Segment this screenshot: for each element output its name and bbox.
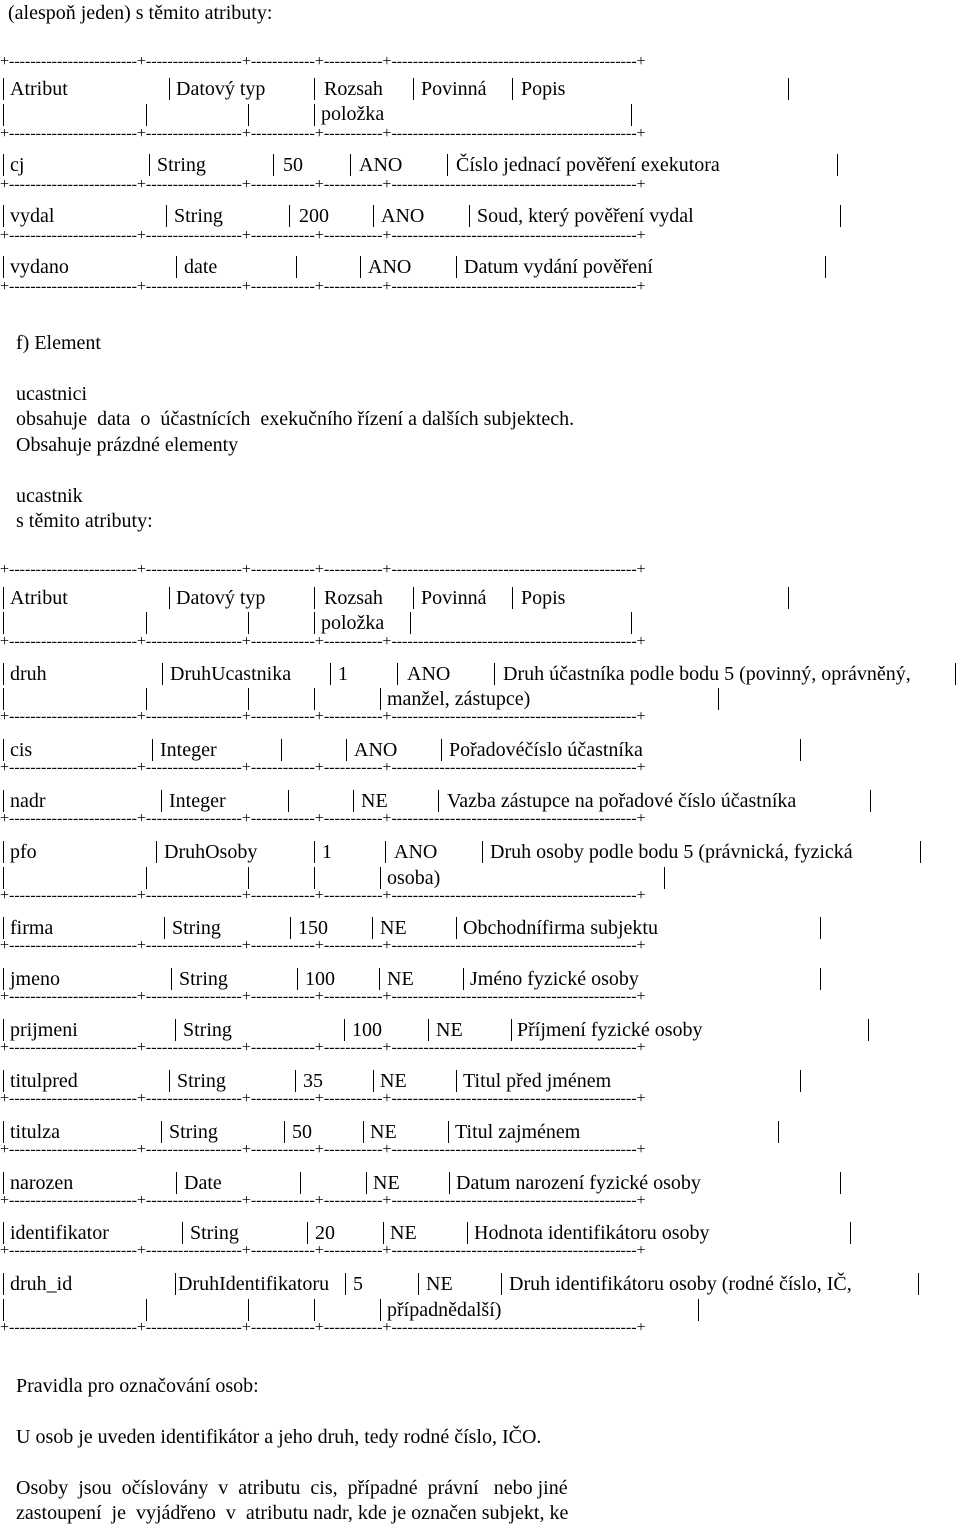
table-cell-range: 150 <box>298 917 328 939</box>
cell-separator <box>447 154 448 176</box>
cell-separator <box>314 587 315 609</box>
cell-separator <box>314 78 315 100</box>
table-cell-range: 50 <box>283 154 303 176</box>
cell-separator <box>297 968 298 990</box>
rules-paragraph-1: U osob je uveden identifikátor a jeho druh, tedy rodné číslo, IČO. <box>16 1426 542 1448</box>
table-rule: +------------------------+------------------+------------+-----------+----------------------------------------------+ <box>0 636 646 648</box>
cell-separator <box>379 968 380 990</box>
table-cell-required: NE <box>426 1273 453 1295</box>
header-atribut: Atribut <box>10 587 68 609</box>
header-popis: Popis <box>521 587 566 609</box>
cell-separator <box>3 1019 4 1041</box>
table-cell-type: String <box>172 917 221 939</box>
cell-separator <box>511 1019 512 1041</box>
table-cell-attr: identifikator <box>10 1222 109 1244</box>
table-rule: +------------------------+------------------+------------+-----------+----------------------------------------------+ <box>0 179 646 191</box>
table-rule: +------------------------+------------------+------------+-----------+----------------------------------------------+ <box>0 128 646 140</box>
header-atribut: Atribut <box>10 78 68 100</box>
table-cell-attr: prijmeni <box>10 1019 78 1041</box>
cell-separator <box>840 1172 841 1194</box>
cell-separator <box>955 663 956 685</box>
table-rule: +------------------------+------------------+------------+-----------+----------------------------------------------+ <box>0 940 646 952</box>
table-cell-description: Číslo jednací pověření exekutora <box>456 154 720 176</box>
table-cell-required: NE <box>387 968 414 990</box>
cell-separator <box>380 867 381 889</box>
table-cell-description: Datum narození fyzické osoby <box>456 1172 701 1194</box>
cell-separator <box>248 867 249 889</box>
cell-separator <box>166 205 167 227</box>
cell-separator <box>3 1299 4 1321</box>
cell-separator <box>314 841 315 863</box>
cell-separator <box>344 1019 345 1041</box>
cell-separator <box>169 1070 170 1092</box>
cell-separator <box>3 1273 4 1295</box>
cell-separator <box>248 104 249 126</box>
cell-separator <box>825 256 826 278</box>
table-cell-description: Druh účastníka podle bodu 5 (povinný, oprávněný, <box>503 663 911 685</box>
cell-separator <box>800 739 801 761</box>
table-rule: +------------------------+------------------+------------+-----------+----------------------------------------------+ <box>0 1245 646 1257</box>
table-cell-type: Date <box>184 1172 222 1194</box>
table-cell-type: String <box>177 1070 226 1092</box>
cell-separator <box>146 867 147 889</box>
section-f-heading: f) Element <box>16 332 101 354</box>
cell-separator <box>413 587 414 609</box>
cell-separator <box>373 205 374 227</box>
cell-separator <box>176 256 177 278</box>
cell-separator <box>501 1273 502 1295</box>
table-cell-description: Druh identifikátoru osoby (rodné číslo, IČ, <box>509 1273 852 1295</box>
cell-separator <box>175 1019 176 1041</box>
cell-separator <box>162 663 163 685</box>
table-cell-required: ANO <box>407 663 451 685</box>
table-cell-type: String <box>179 968 228 990</box>
cell-separator <box>788 78 789 100</box>
cell-separator <box>164 917 165 939</box>
table-cell-range: 1 <box>322 841 332 863</box>
cell-separator <box>920 841 921 863</box>
table-cell-range: 100 <box>305 968 335 990</box>
cell-separator <box>463 968 464 990</box>
table-cell-attr: nadr <box>10 790 46 812</box>
cell-separator <box>248 688 249 710</box>
cell-separator <box>840 205 841 227</box>
cell-separator <box>290 917 291 939</box>
attributes-intro: s těmito atributy: <box>16 510 153 532</box>
element-name: ucastnici <box>16 383 88 405</box>
table-cell-description: Vazba zástupce na pořadové číslo účastníka <box>447 790 797 812</box>
table-rule: +------------------------+------------------+------------+-----------+----------------------------------------------+ <box>0 1195 646 1207</box>
cell-separator <box>314 867 315 889</box>
cell-separator <box>273 154 274 176</box>
header-polozka: položka <box>321 103 385 125</box>
cell-separator <box>146 104 147 126</box>
table-cell-range: 100 <box>352 1019 382 1041</box>
cell-separator <box>3 739 4 761</box>
cell-separator <box>467 1222 468 1244</box>
cell-separator <box>413 78 414 100</box>
table-cell-attr: druh_id <box>10 1273 73 1295</box>
cell-separator <box>664 867 665 889</box>
table-rule: +------------------------+------------------+------------+-----------+----------------------------------------------+ <box>0 230 646 242</box>
cell-separator <box>3 663 4 685</box>
cell-separator <box>300 1172 301 1194</box>
cell-separator <box>3 917 4 939</box>
cell-separator <box>456 917 457 939</box>
table-cell-required: NE <box>390 1222 417 1244</box>
table-rule: +------------------------+------------------+------------+-----------+----------------------------------------------+ <box>0 1093 646 1105</box>
cell-separator <box>156 841 157 863</box>
table-cell-required: ANO <box>368 256 412 278</box>
cell-separator <box>171 968 172 990</box>
table-cell-attr: cis <box>10 739 33 761</box>
cell-separator <box>289 205 290 227</box>
cell-separator <box>373 1070 374 1092</box>
cell-separator <box>383 1222 384 1244</box>
table-cell-type: String <box>190 1222 239 1244</box>
cell-separator <box>146 688 147 710</box>
table-cell-description: Jméno fyzické osoby <box>470 968 639 990</box>
table-cell-attr: pfo <box>10 841 37 863</box>
cell-separator <box>345 1273 346 1295</box>
table-cell-required: ANO <box>354 739 398 761</box>
table-rule: +------------------------+------------------+------------+-----------+----------------------------------------------+ <box>0 564 646 576</box>
table-cell-type: DruhOsoby <box>164 841 258 863</box>
header-polozka: položka <box>321 612 385 634</box>
cell-separator <box>448 1121 449 1143</box>
cell-separator <box>820 917 821 939</box>
element-description-line1: obsahuje data o účastnících exekučního řízení a dalších subjektech. <box>16 408 575 430</box>
table-rule: +------------------------+------------------+------------+-----------+----------------------------------------------+ <box>0 890 646 902</box>
cell-separator <box>3 612 4 634</box>
table-rule: +------------------------+------------------+------------+-----------+----------------------------------------------+ <box>0 1144 646 1156</box>
cell-separator <box>482 841 483 863</box>
cell-separator <box>314 612 315 634</box>
cell-separator <box>788 587 789 609</box>
header-popis: Popis <box>521 78 566 100</box>
cell-separator <box>380 688 381 710</box>
cell-separator <box>3 154 4 176</box>
table-rule: +------------------------+------------------+------------+-----------+----------------------------------------------+ <box>0 762 646 774</box>
cell-separator <box>149 154 150 176</box>
cell-separator <box>778 1121 779 1143</box>
table-cell-attr: narozen <box>10 1172 74 1194</box>
cell-separator <box>449 1172 450 1194</box>
cell-separator <box>314 1299 315 1321</box>
cell-separator <box>3 1121 4 1143</box>
cell-separator <box>372 917 373 939</box>
table-rule: +------------------------+------------------+------------+-----------+----------------------------------------------+ <box>0 56 646 68</box>
cell-separator <box>161 790 162 812</box>
intro-line: (alespoň jeden) s těmito atributy: <box>8 2 273 24</box>
cell-separator <box>3 1222 4 1244</box>
cell-separator <box>284 1121 285 1143</box>
table-rule: +------------------------+------------------+------------+-----------+----------------------------------------------+ <box>0 813 646 825</box>
cell-separator <box>307 1222 308 1244</box>
cell-separator <box>3 256 4 278</box>
cell-separator <box>438 790 439 812</box>
cell-separator <box>176 1172 177 1194</box>
cell-separator <box>3 104 4 126</box>
cell-separator <box>410 612 411 634</box>
table-rule: +------------------------+------------------+------------+-----------+----------------------------------------------+ <box>0 991 646 1003</box>
cell-separator <box>175 1273 176 1295</box>
table-cell-range: 1 <box>338 663 348 685</box>
table-cell-attr: firma <box>10 917 54 939</box>
rules-paragraph-2-line1: Osoby jsou očíslovány v atributu cis, případné právní nebo jiné <box>16 1477 568 1499</box>
table-rule: +------------------------+------------------+------------+-----------+----------------------------------------------+ <box>0 281 646 293</box>
cell-separator <box>870 790 871 812</box>
cell-separator <box>363 1121 364 1143</box>
cell-separator <box>380 1299 381 1321</box>
cell-separator <box>3 205 4 227</box>
cell-separator <box>820 968 821 990</box>
cell-separator <box>3 968 4 990</box>
table-cell-description: Příjmení fyzické osoby <box>517 1019 703 1041</box>
cell-separator <box>314 688 315 710</box>
cell-separator <box>350 154 351 176</box>
cell-separator <box>288 790 289 812</box>
cell-separator <box>441 739 442 761</box>
table-cell-type: String <box>174 205 223 227</box>
cell-separator <box>281 739 282 761</box>
rules-heading: Pravidla pro označování osob: <box>16 1375 259 1397</box>
cell-separator <box>3 688 4 710</box>
header-datovy-typ: Datový typ <box>176 587 266 609</box>
table-cell-range: 50 <box>292 1121 312 1143</box>
table-cell-attr: cj <box>10 154 25 176</box>
element-description-line2: Obsahuje prázdné elementy <box>16 434 239 456</box>
table-cell-attr: vydal <box>10 205 55 227</box>
table-cell-attr: druh <box>10 663 47 685</box>
cell-separator <box>146 1299 147 1321</box>
cell-separator <box>512 78 513 100</box>
table-cell-range: 35 <box>303 1070 323 1092</box>
cell-separator <box>837 154 838 176</box>
cell-separator <box>397 663 398 685</box>
table-cell-type: DruhIdentifikatoru <box>178 1273 330 1295</box>
cell-separator <box>330 663 331 685</box>
table-cell-type: String <box>183 1019 232 1041</box>
table-cell-range: 200 <box>299 205 329 227</box>
table-cell-attr: jmeno <box>10 968 60 990</box>
cell-separator <box>169 587 170 609</box>
cell-separator <box>146 612 147 634</box>
table-cell-description: Datum vydání pověření <box>464 256 653 278</box>
table-cell-range: 5 <box>353 1273 363 1295</box>
table-cell-description: Druh osoby podle bodu 5 (právnická, fyzická <box>490 841 853 863</box>
cell-separator <box>512 587 513 609</box>
cell-separator <box>3 1172 4 1194</box>
cell-separator <box>360 256 361 278</box>
table-cell-description: Soud, který pověření vydal <box>477 205 694 227</box>
table-cell-required: NE <box>380 917 407 939</box>
rules-paragraph-2-line2: zastoupení je vyjádřeno v atributu nadr, kde je označen subjekt, ke <box>16 1502 569 1524</box>
cell-separator <box>850 1222 851 1244</box>
cell-separator <box>868 1019 869 1041</box>
table-cell-required: NE <box>436 1019 463 1041</box>
cell-separator <box>3 587 4 609</box>
cell-separator <box>3 78 4 100</box>
cell-separator <box>418 1273 419 1295</box>
header-rozsah: Rozsah <box>324 587 383 609</box>
cell-separator <box>248 612 249 634</box>
table-cell-description: Pořadovéčíslo účastníka <box>449 739 643 761</box>
table-cell-required: NE <box>373 1172 400 1194</box>
table-cell-type: date <box>184 256 218 278</box>
header-povinna: Povinná <box>421 78 487 100</box>
table-cell-required: NE <box>361 790 388 812</box>
table-cell-type: String <box>169 1121 218 1143</box>
cell-separator <box>631 104 632 126</box>
cell-separator <box>800 1070 801 1092</box>
cell-separator <box>3 867 4 889</box>
table-cell-type: Integer <box>169 790 226 812</box>
cell-separator <box>385 841 386 863</box>
cell-separator <box>698 1299 699 1321</box>
table-cell-attr: titulpred <box>10 1070 78 1092</box>
header-rozsah: Rozsah <box>324 78 383 100</box>
cell-separator <box>456 256 457 278</box>
cell-separator <box>152 739 153 761</box>
table-cell-attr: titulza <box>10 1121 60 1143</box>
table-cell-description-cont: případnědalší) <box>387 1299 502 1321</box>
table-cell-type: DruhUcastnika <box>170 663 292 685</box>
cell-separator <box>918 1273 919 1295</box>
cell-separator <box>494 663 495 685</box>
cell-separator <box>182 1222 183 1244</box>
sub-element-name: ucastnik <box>16 485 83 507</box>
table-rule: +------------------------+------------------+------------+-----------+----------------------------------------------+ <box>0 1322 646 1334</box>
header-datovy-typ: Datový typ <box>176 78 266 100</box>
cell-separator <box>161 1121 162 1143</box>
cell-separator <box>295 1070 296 1092</box>
cell-separator <box>3 790 4 812</box>
table-cell-type: Integer <box>160 739 217 761</box>
table-cell-required: ANO <box>359 154 403 176</box>
cell-separator <box>169 78 170 100</box>
cell-separator <box>248 1299 249 1321</box>
cell-separator <box>3 1070 4 1092</box>
table-cell-type: String <box>157 154 206 176</box>
table-cell-required: NE <box>380 1070 407 1092</box>
header-povinna: Povinná <box>421 587 487 609</box>
cell-separator <box>3 841 4 863</box>
cell-separator <box>314 104 315 126</box>
table-cell-required: NE <box>370 1121 397 1143</box>
table-cell-range: 20 <box>315 1222 335 1244</box>
cell-separator <box>296 256 297 278</box>
table-cell-required: ANO <box>381 205 425 227</box>
table-cell-required: ANO <box>394 841 438 863</box>
cell-separator <box>456 1070 457 1092</box>
table-cell-description-cont: manžel, zástupce) <box>387 688 531 710</box>
table-cell-description: Obchodnífirma subjektu <box>463 917 658 939</box>
cell-separator <box>631 612 632 634</box>
cell-separator <box>353 790 354 812</box>
table-rule: +------------------------+------------------+------------+-----------+----------------------------------------------+ <box>0 1042 646 1054</box>
cell-separator <box>718 688 719 710</box>
table-cell-attr: vydano <box>10 256 69 278</box>
cell-separator <box>469 205 470 227</box>
table-cell-description-cont: osoba) <box>387 867 441 889</box>
cell-separator <box>366 1172 367 1194</box>
table-cell-description: Titul zajménem <box>455 1121 581 1143</box>
table-cell-description: Titul před jménem <box>463 1070 612 1092</box>
table-cell-description: Hodnota identifikátoru osoby <box>474 1222 710 1244</box>
table-rule: +------------------------+------------------+------------+-----------+----------------------------------------------+ <box>0 711 646 723</box>
cell-separator <box>428 1019 429 1041</box>
cell-separator <box>346 739 347 761</box>
